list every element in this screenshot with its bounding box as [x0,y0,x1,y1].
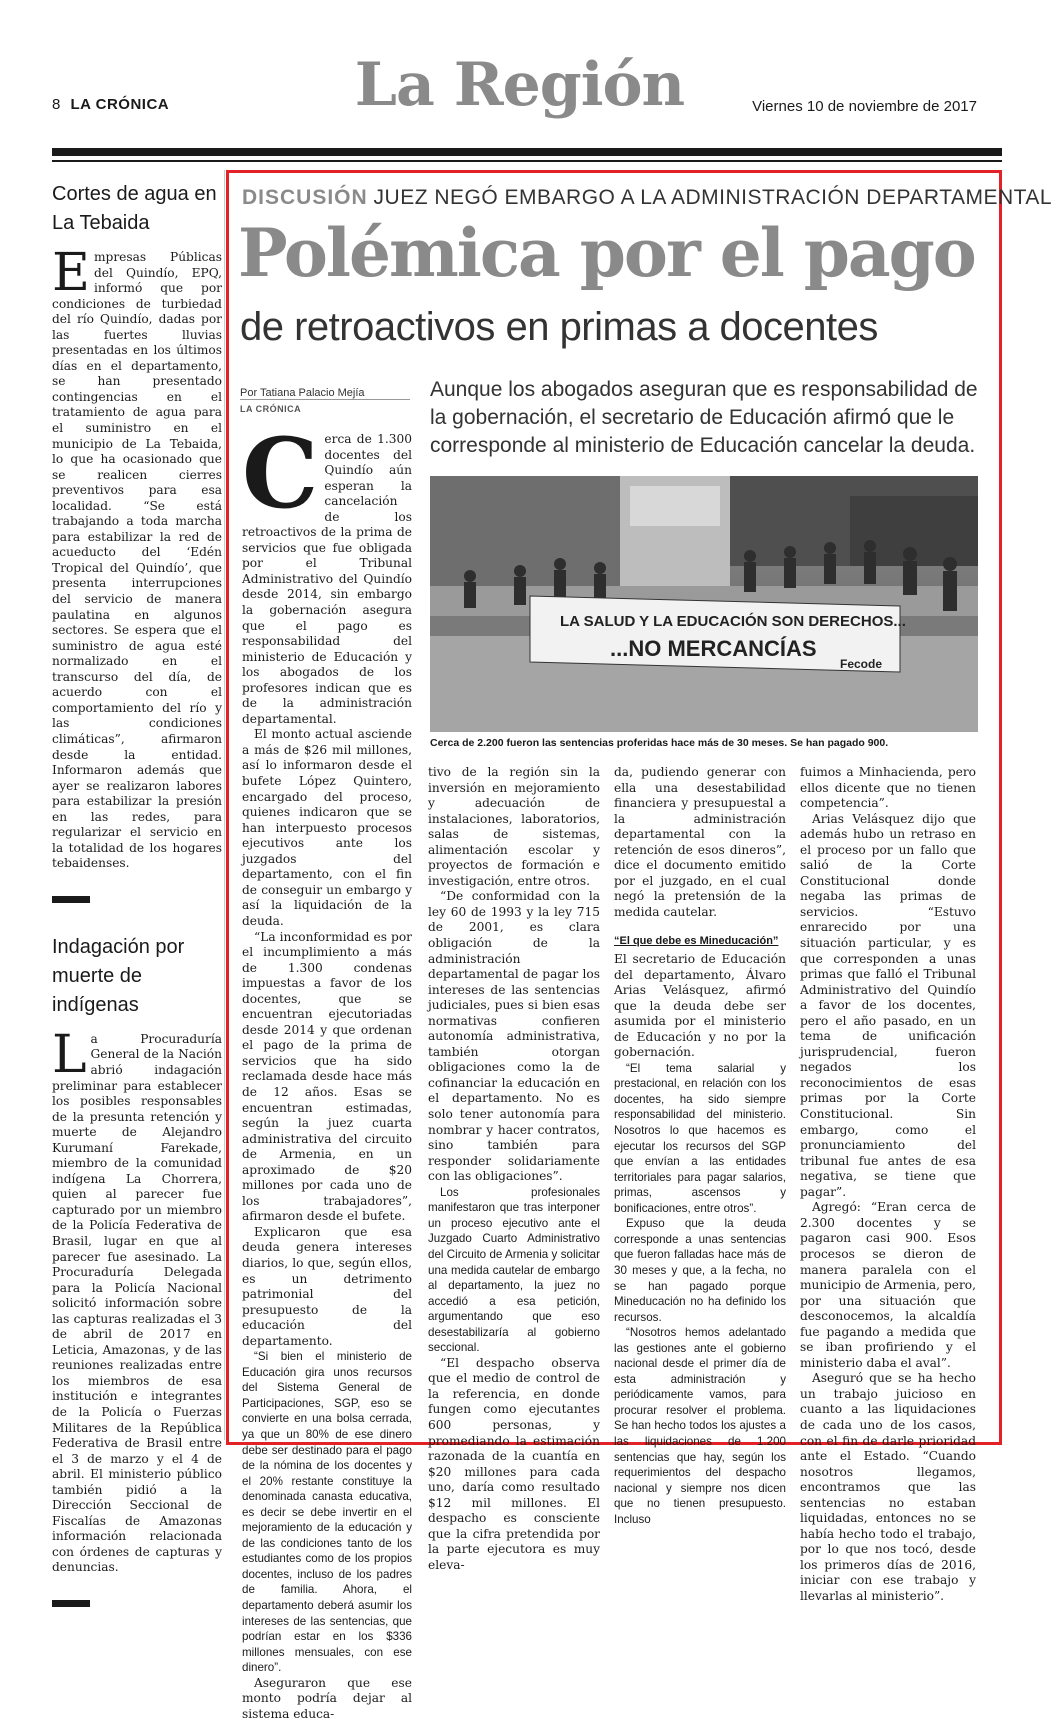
article-column-4 [800,765,976,1605]
col3-paragraph-3: “El tema salarial y prestacional, en relación con los docentes, ha sido siempre responsabilidad del ministerio. Nosotros lo que hacemos es ejecutar los recursos del SGP que envían a las entidades territoriales para pagar salarios, primas, ascensos y bonificaciones, entre otros”. [614,1061,786,1215]
col2-paragraph-2: “De conformidad con la ley 60 de 1993 y la ley 715 de 2001, es clara obligación de la administración departamental de pagar los intereses de las sentencias judiciales, pues si bien esas normativas confieren autonomía administrativa, también otorgan obligaciones como la de cofinanciar la educación en el departamento. No es solo tener autonomía para nombrar y hacer contratos, sino también para responder solidariamente con las obligaciones”. [428,889,600,1184]
sidebar-separator-bar [52,896,90,903]
article-photo [430,476,978,732]
col4-paragraph-4: Aseguró que se ha hecho un trabajo juicioso en cuanto a las liquidaciones de cada uno de los casos, con el fin de darle prioridad ante el Estado. “Cuando nosotros llegamos, encontramos que las sentencias no estaban liquidadas, entonces no se había hecho todo el trabajo, por lo que nos tocó, desde los primeros días de 2016, iniciar con ese trabajo y llevarlas al ministerio”. [800,1371,976,1603]
sidebar-story2-body [52,1024,222,1576]
byline-rule [240,399,410,400]
col3-subtitle: “El que debe es Mineducación” [614,935,779,948]
sidebar-story2-title: Indagación por muerte de indígenas [52,935,185,1016]
col4-paragraph-3: Agregó: “Eran cerca de 2.300 docentes y se pagaron casi 900. Esos procesos se dieron de manera paralela con el municipio de Armenia, pero, por una situación que desconocemos, la alcaldía fue pagando a medida que se iban profiriendo y el ministerio daba el aval”. [800,1200,976,1370]
newspaper-brand: LA CRÓNICA [70,96,170,113]
article-column-2 [428,765,600,1573]
col1-paragraph-1 [242,417,412,727]
sidebar-story1-dropcap: E [52,243,90,303]
col1-paragraph-1-text: erca de 1.300 docentes del Quindío aún esperan la cancelación de los retroactivos de la prima de servicios que fue obligada por el Tribunal Administrativo del Quindío desde 2014, sin embargo la gobernación asegura que el pago es responsabilidad del ministerio de Educación y los abogados de los profesores indican que es de la administración departamental. [242,432,412,726]
sidebar-story1-body [52,243,222,872]
column-divider [224,170,225,1440]
article-lede: Aunque los abogados aseguran que es responsabilidad de la gobernación, el secretario de Educación afirmó que le corresponde al ministerio de Educación cancelar la deuda. [430,378,978,457]
photo-caption: Cerca de 2.200 fueron las sentencias proferidas hace más de 30 meses. Se han pagado 900. [430,737,889,749]
article-subhead: de retroactivos en primas a docentes [240,305,878,349]
col2-paragraph-1: tivo de la región sin la inversión en mejoramiento y adecuación de instalaciones, laboratorios, salas de sistemas, alimentación escolar y proyectos de formación e investigación, entre otros. [428,765,600,888]
article-dropcap: C [242,417,319,530]
col1-paragraph-6: Aseguraron que ese monto podría dejar al sistema educa- [242,1675,412,1721]
article-headline: Polémica por el pago [238,214,975,292]
col1-paragraph-5: “Si bien el ministerio de Educación gira unos recursos del Sistema General de Participaciones, SGP, eso se convierte en una bolsa cerrada, ya que un 80% de ese dinero debe ser destinado para el pago de la nómina de los docentes y el 20% restante constituye la denominada canasta educativa, es decir se debe invertir en el mejoramiento de la educación y de las condiciones tanto de los estudiantes como de los propios docentes, incluso de los padres de familia. Ahora, el departamento deberá asumir los intereses de las sentencias, que podrían estar en los $336 millones mensuales, con ese dinero”. [242,1350,412,1675]
sidebar-column [52,180,222,1637]
photo-banner-line1: LA SALUD Y LA EDUCACIÓN SON DERECHOS... [560,613,906,630]
kicker-text: JUEZ NEGÓ EMBARGO A LA ADMINISTRACIÓN DEPARTAMENTAL [373,186,1052,209]
section-title: La Región [354,50,685,120]
issue-date: Viernes 10 de noviembre de 2017 [752,98,977,115]
photo-banner-line2: ...NO MERCANCÍAS [610,636,817,661]
col3-paragraph-1: da, pudiendo generar con ella una desestabilidad financiera y presupuestal a la administración departamental con la retención de esos dineros”, dice el documento emitido por el juzgado, en el cual negó la pretensión de la medida cautelar. [614,765,786,919]
col2-paragraph-4: “El despacho observa que el medio de control de la referencia, en donde fungen como ejecutantes 600 personas, y promediando la estimación razonada de la cuantía en $20 millones para cada uno, daría como resultado $12 mil millones. El despacho es consciente que la cifra pretendida por la parte ejecutora es muy eleva- [428,1355,600,1572]
protest-photo-illustration [430,476,978,732]
header-rule-thick [52,148,1002,156]
col3-paragraph-5: “Nosotros hemos adelantado las gestiones ante el gobierno nacional desde el primer día de esta administración y periódicamente vamos, para procurar resolver el problema. Se han hecho todos los ajustes a las liquidaciones de 1.200 sentencias que hay, según los requerimientos del despacho nacional y siempre nos dicen que no tienen presupuesto. Incluso [614,1326,786,1526]
col1-paragraph-2: El monto actual asciende a más de $26 mil millones, así lo informaron desde el bufete López Quintero, encargado del proceso, quienes indicaron que se han interpuesto procesos ejecutivos ante los juzgados del departamento, con el fin de conseguir un embargo y así la liquidación de la deuda. [242,727,412,928]
col1-paragraph-4: Explicaron que esa deuda genera intereses diarios, lo que, según ellos, es un detrimento patrimonial del presupuesto de la educación del departamento. [242,1224,412,1348]
sidebar-story2-dropcap: L [52,1024,87,1085]
photo-banner-tag: Fecode [840,657,883,671]
sidebar-story1-text: mpresas Públicas del Quindío, EPQ, informó que por condiciones de turbiedad del río Quindío, dadas por las fuertes lluvias presentadas en los últimos días en el departamento, se han presentado contingencias en el tratamiento de agua para el suministro en el municipio de La Tebaida, lo que ha ocasionado que se realicen cierres preventivos para esa localidad. “Se está trabajando a toda marcha para estabilizar la red de acueducto del ‘Edén Tropical del Quindío’, que presenta interrupciones del servicio de manera paulatina en algunos sectores. Se espera que el suministro de agua esté normalizado en el transcurso del día, de acuerdo con el comportamiento del río y las condiciones climáticas”, afirmaron desde la entidad. Informaron además que ayer se realizaron labores para estabilizar la presión en las redes, para regularizar el servicio en la totalidad de los hogares tebaidenses. [52,250,222,871]
byline: Por Tatiana Palacio Mejía [240,387,365,399]
sidebar-end-bar [52,1600,90,1607]
page-number: 8 [52,96,61,113]
article-kicker [242,186,1052,210]
col3-paragraph-2: El secretario de Educación del departamento, Álvaro Arias Velásquez, afirmó que la deuda debe ser asumida por el ministerio de Educación y no por la gobernación. [614,952,786,1060]
byline-source: LA CRÓNICA [240,404,302,414]
kicker-label: DISCUSIÓN [242,186,368,209]
sidebar-story1-title: Cortes de agua en La Tebaida [52,183,217,234]
article-column-3 [614,765,786,1527]
col2-paragraph-3: Los profesionales manifestaron que tras interponer un proceso ejecutivo ante el Juzgado Cuarto Administrativo del Circuito de Armenia y solicitar una medida cautelar de embargo al departamento, la juez no accedió a esa petición, argumentando que eso desestabilizaría al gobierno seccional. [428,1185,600,1355]
col1-paragraph-3: “La inconformidad es por el incumplimiento a más de 1.300 condenas impuestas a favor de los docentes, que se encuentran ejecutoriadas desde 2014 y que ordenan el pago de la prima de servicios que ha sido reclamada desde hace más de 12 años. Esas se encuentran estimadas, según la juez cuarta administrativa del circuito de Armenia, en un aproximado de $20 millones por cada uno de los trabajadores”, afirmaron desde el bufete. [242,929,412,1224]
sidebar-story2-text: a Procuraduría General de la Nación abrió indagación preliminar para establecer los posibles responsables de la presunta retención y muerte de Alejandro Kurumaní Farekade, miembro de la comunidad indígena La Chorrera, quien al parecer fue capturado por un miembro de la Policía Federativa de Brasil, lugar en que al parecer fue asesinado. La Procuraduría Delegada para la Policía Nacional solicitó información sobre las capturas realizadas el 3 de abril de 2017 en Leticia, Amazonas, y de las reuniones realizadas entre los miembros de esa institución e integrantes de la Policía o Fuerzas Militares de la República Federativa de Brasil entre el 3 de marzo y el 4 de abril. El ministerio público también pidió a la Dirección Seccional de Fiscalías de Amazonas información relacionada con órdenes de capturas y denuncias. [52,1031,222,1575]
col4-paragraph-1: fuimos a Minhacienda, pero ellos dicente que no tienen competencia”. [800,765,976,811]
col4-paragraph-2: Arias Velásquez dijo que además hubo un retraso en el proceso por un fallo que salió de la Corte Constitucional donde negaba las primas de servicios. “Estuvo enrarecido por una situación particular, y es que corresponden a unas primas que falló el Tribunal Administrativo del Quindío a favor de los docentes, pero el año pasado, en un tema de unificación jurisprudencial, fueron negados los reconocimientos de esas primas por la Corte Constitucional. Sin embargo, como el pronunciamiento del tribunal fue antes de esa negativa, se tiene que pagar”. [800,811,976,1199]
col3-paragraph-4: Expuso que la deuda corresponde a unas sentencias que fueron falladas hace más de 30 meses y que, a la fecha, no se han pagado porque Mineducación no ha definido los recursos. [614,1217,786,1324]
article-column-1 [242,417,412,1722]
header-rule-thin [52,160,1002,162]
